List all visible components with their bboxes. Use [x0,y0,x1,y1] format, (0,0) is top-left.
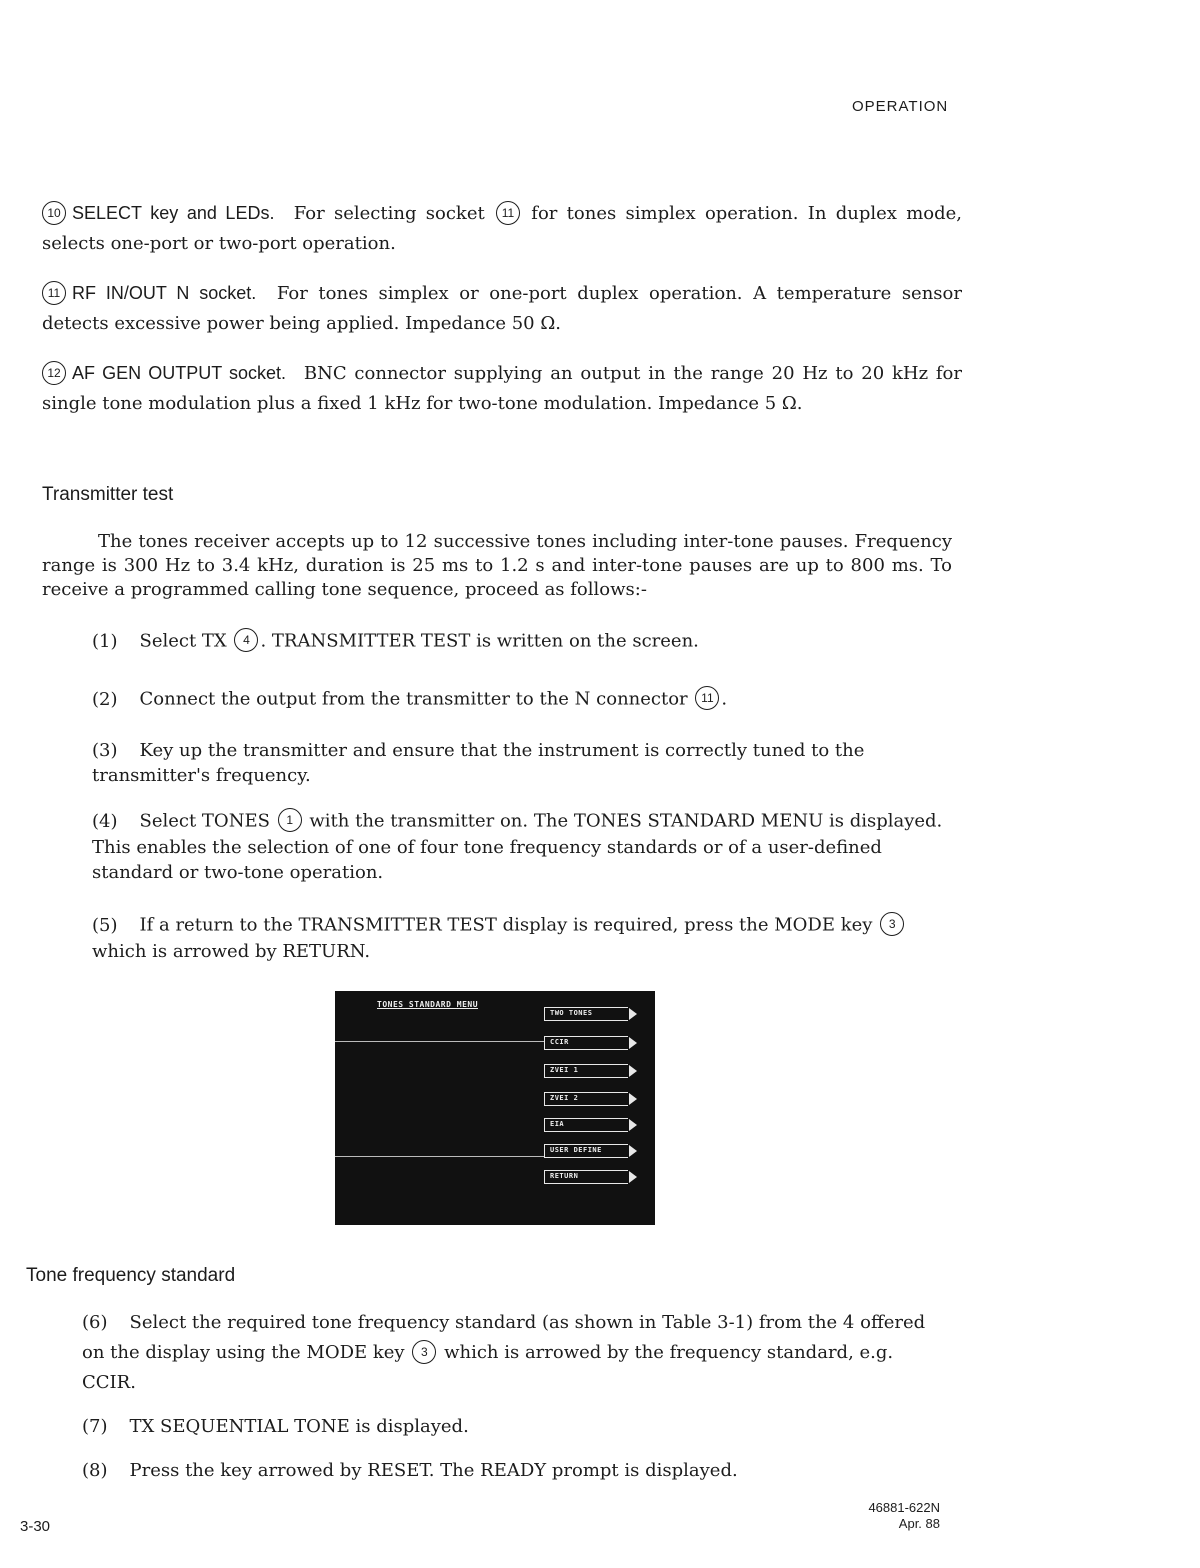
menu-item-label: RETURN [550,1172,579,1180]
menu-item-user-define[interactable] [544,1144,628,1158]
step-text: TX SEQUENTIAL TONE is displayed. [129,1416,469,1437]
control-text: For tones simplex or one-port duplex operation. A temperature sensor detects excessive power being applied. Impedance 50 Ω. [42,283,962,334]
document-info [822,1500,940,1532]
menu-item-label: TWO TONES [550,1009,593,1017]
ref-number-badge: 10 [42,201,66,225]
ref-number-badge: 12 [42,361,66,385]
step-text: Select the required tone frequency standard (as shown in Table 3-1) from the 4 offered on the display using the MODE key [82,1312,926,1363]
ref-number-badge: 4 [234,628,258,652]
ref-number-badge: 3 [880,912,904,936]
step-3 [92,738,952,788]
step-text: Key up the transmitter and ensure that the instrument is correctly tuned to the transmitter's frequency. [92,740,865,786]
step-number: (6) [82,1312,108,1333]
step-text: . TRANSMITTER TEST is written on the screen. [260,630,699,652]
ref-number-badge: 11 [695,686,719,710]
step-number: (3) [92,740,118,761]
control-name: SELECT key and LEDs. [72,203,275,223]
step-number: (1) [92,630,118,652]
step-text: If a return to the TRANSMITTER TEST display is required, press the MODE key [139,914,873,936]
tones-standard-menu-screen [335,991,655,1225]
step-8 [82,1456,942,1486]
step-1 [92,628,952,655]
control-text: for tones simplex operation. In duplex mode, selects one-port or two-port operation. [42,203,962,254]
step-text: which is arrowed by RETURN. [92,941,371,962]
step-text: with the transmitter on. The TONES STANDARD MENU is displayed. This enables the selection of one of four tone frequency standards or of a user-defined standard or two-tone operation. [92,810,943,883]
menu-item-label: ZVEI 2 [550,1094,579,1102]
document-date: Apr. 88 [898,1516,940,1531]
step-5 [92,912,952,964]
menu-item-zvei-1[interactable] [544,1064,628,1078]
menu-item-zvei-2[interactable] [544,1092,628,1106]
menu-item-ccir[interactable] [544,1036,628,1050]
step-number: (5) [92,914,118,936]
control-name: AF GEN OUTPUT socket. [72,363,287,383]
control-description-12 [42,358,962,419]
menu-item-label: CCIR [550,1038,569,1046]
step-text: which is arrowed by the frequency standard, e.g. CCIR. [82,1342,894,1393]
menu-item-label: ZVEI 1 [550,1066,579,1074]
menu-item-return[interactable] [544,1170,628,1184]
document-number: 46881-622N [868,1500,940,1515]
step-text: Select TX [139,630,227,652]
step-number: (8) [82,1460,108,1481]
ref-number-badge: 3 [412,1340,436,1364]
step-2 [92,686,952,713]
menu-item-label: EIA [550,1120,565,1128]
screen-divider [335,1156,544,1157]
screen-divider [335,1041,544,1042]
step-7 [82,1412,942,1442]
step-4 [92,808,952,885]
control-text: For selecting socket [293,203,485,224]
step-text: Connect the output from the transmitter to the N connector [139,688,688,710]
ref-number-badge: 11 [42,281,66,305]
page-number: 3-30 [20,1518,51,1535]
control-text: BNC connector supplying an output in the range 20 Hz to 20 kHz for single tone modulation plus a fixed 1 kHz for two-tone modulation. Impedance 5 Ω. [42,363,962,414]
control-description-10 [42,198,962,259]
step-6 [82,1308,942,1398]
screen-title: TONES STANDARD MENU [377,1000,479,1009]
step-number: (7) [82,1416,108,1437]
step-text: Press the key arrowed by RESET. The READY prompt is displayed. [129,1460,738,1481]
step-number: (2) [92,688,118,710]
ref-number-badge: 11 [496,201,520,225]
menu-item-label: USER DEFINE [550,1146,602,1154]
step-text: Select TONES [139,810,270,832]
control-description-11 [42,278,962,339]
intro-paragraph: The tones receiver accepts up to 12 successive tones including inter-tone pauses. Frequency range is 300 Hz to 3.4 kHz, duration is 25 ms to 1.2 s and inter-tone pauses are up to 800 ms. To receive a programmed calling tone sequence, proceed as follows:- [42,531,952,600]
ref-number-badge: 1 [278,808,302,832]
step-number: (4) [92,810,118,832]
menu-item-two-tones[interactable] [544,1007,628,1021]
menu-item-eia[interactable] [544,1118,628,1132]
control-name: RF IN/OUT N socket. [72,283,257,303]
section-label: OPERATION [852,98,949,115]
section-heading-transmitter-test: Transmitter test [42,484,174,505]
section-heading-tone-frequency-standard: Tone frequency standard [26,1265,236,1286]
step-text: . [721,688,728,710]
